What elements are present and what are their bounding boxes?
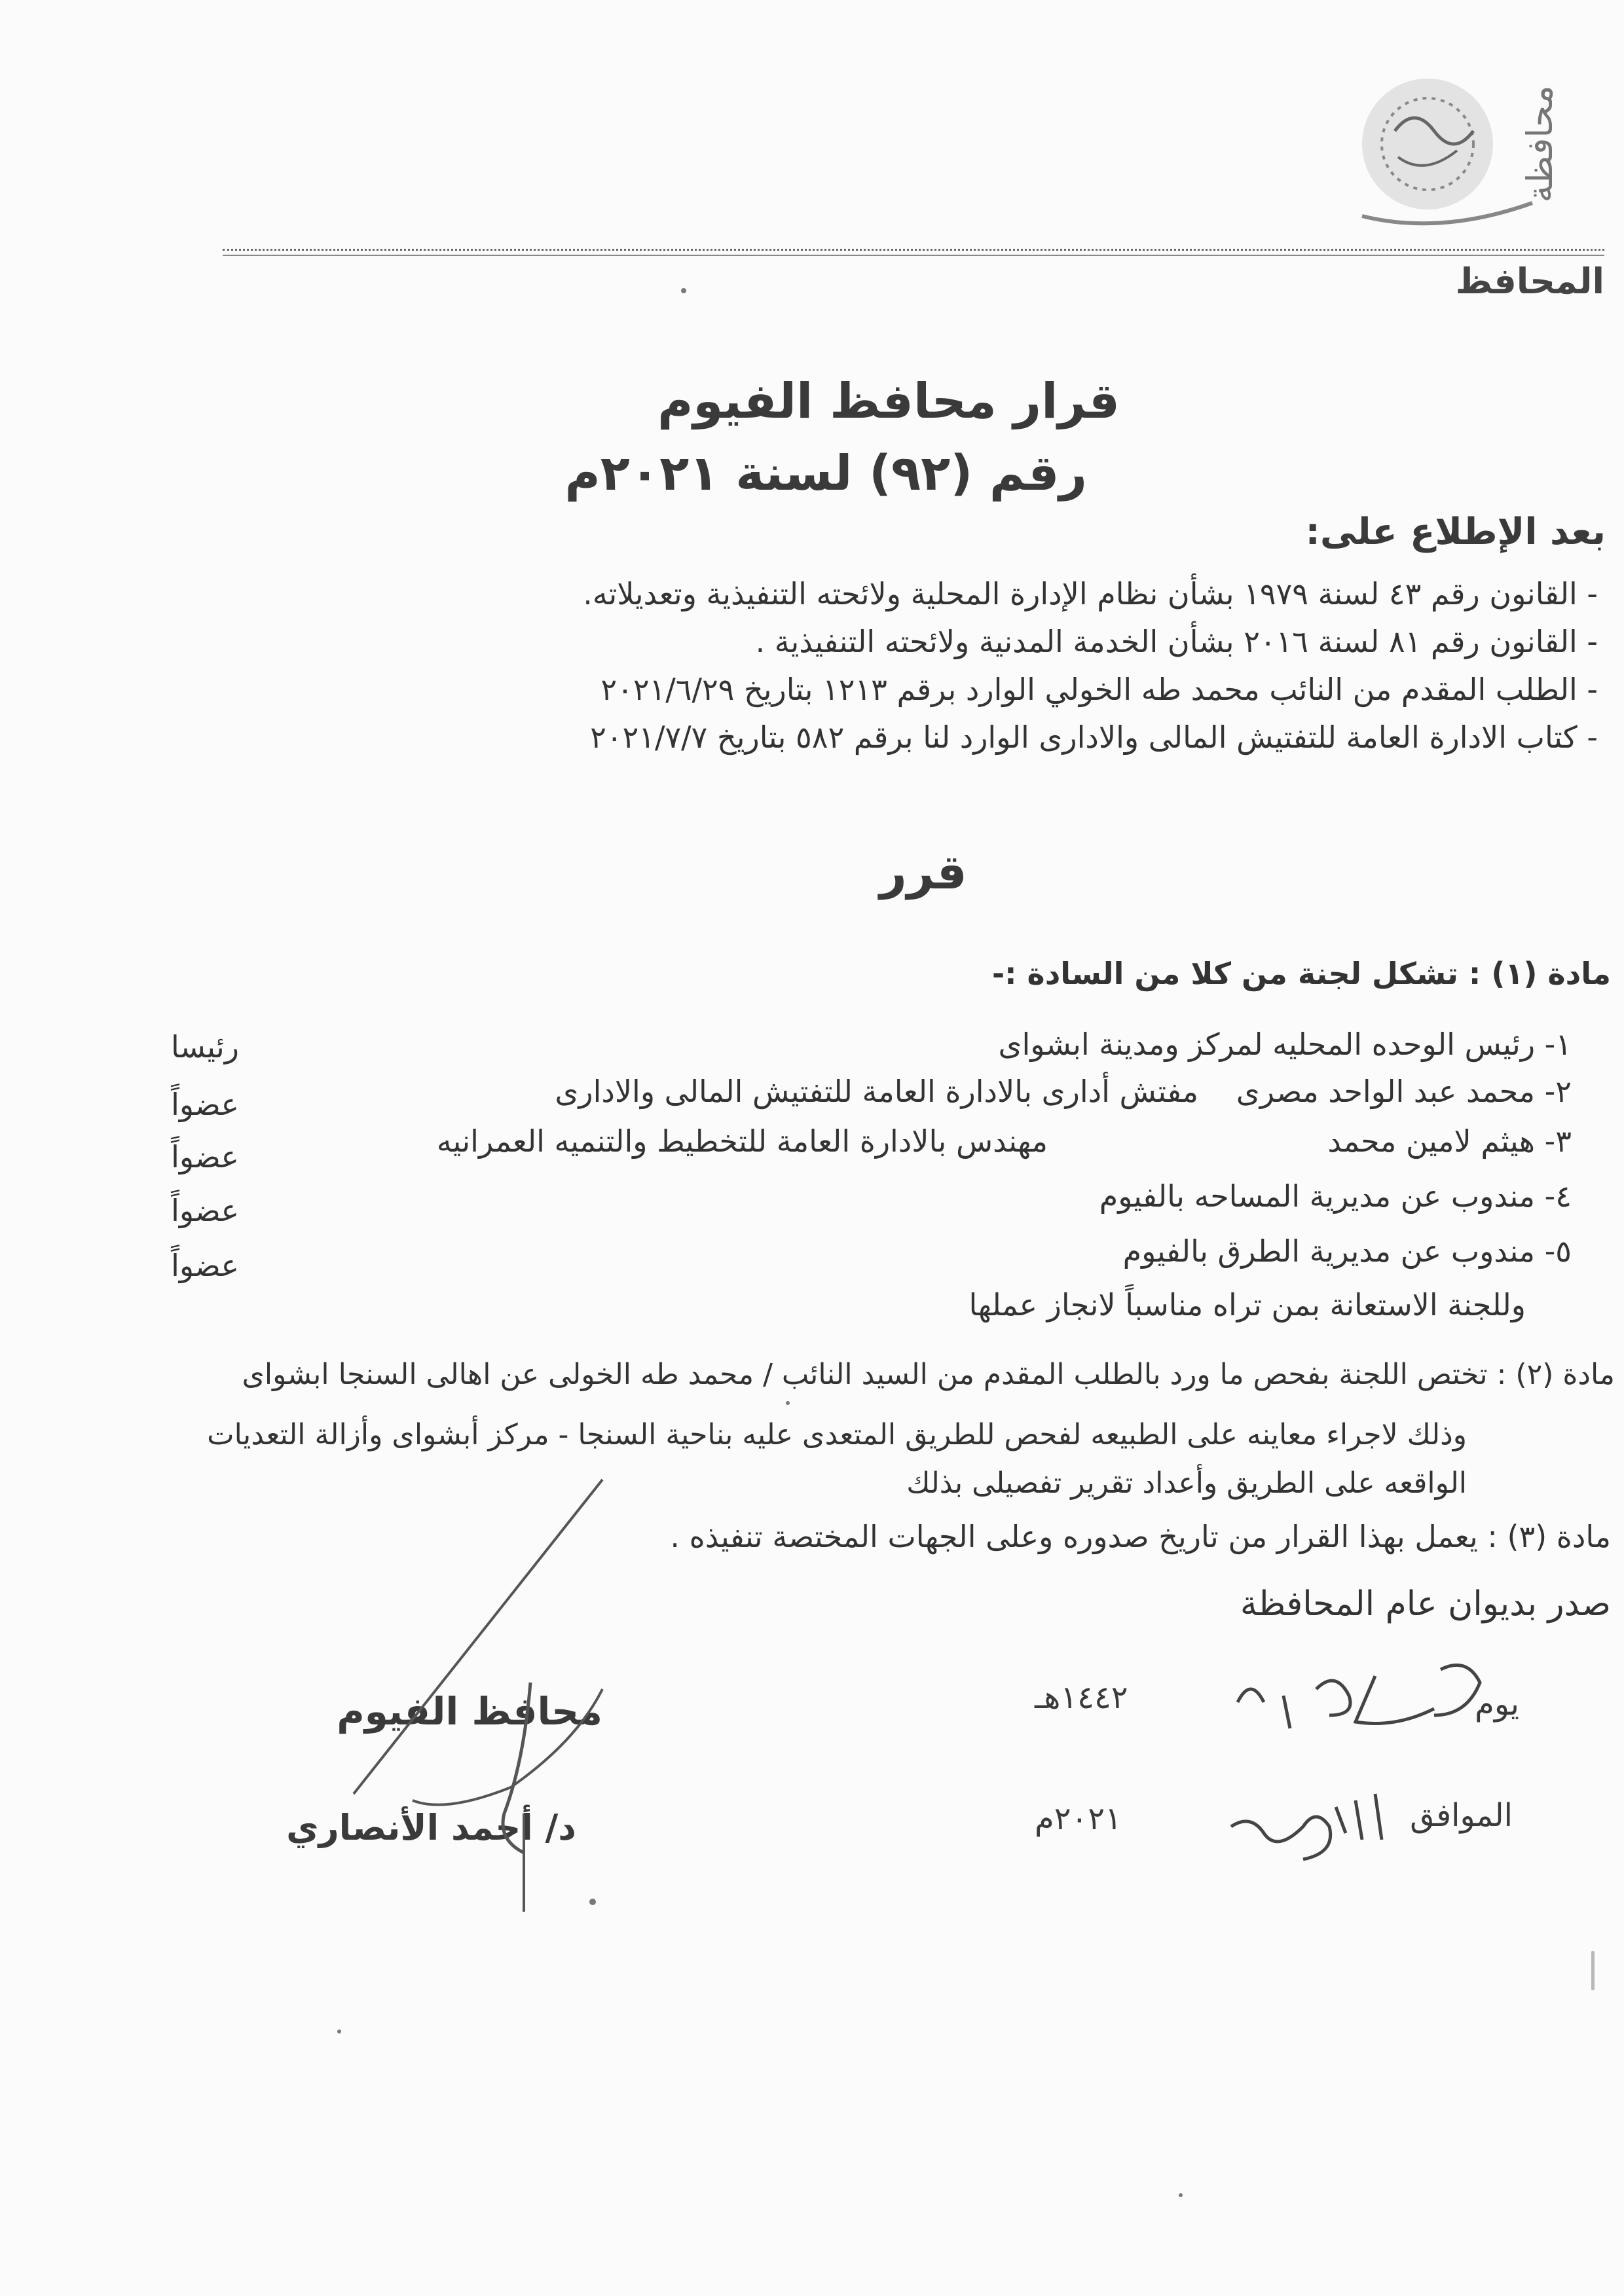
article2-line: وذلك لاجراء معاينه على الطبيعه لفحص للطريق المتعدى عليه بناحية السنجا - مركز أبشواى وأزالة التعديات <box>207 1418 1467 1451</box>
decree-title: قرار محافظ الفيوم <box>657 373 1120 429</box>
scan-speck <box>337 2030 341 2033</box>
handwritten-hijri-date <box>1225 1650 1539 1741</box>
signatory-title: محافظ الفيوم <box>337 1689 602 1734</box>
scan-speck <box>589 1899 596 1905</box>
member-name: ٣- هيثم لامين محمد <box>1327 1123 1572 1159</box>
governorate-seal-icon <box>1336 52 1624 236</box>
reference-item: - كتاب الادارة العامة للتفتيش المالى والادارى الوارد لنا برقم ٥٨٢ بتاريخ ٢٠٢١/٧/٧ <box>590 720 1598 755</box>
reference-item: - القانون رقم ٤٣ لسنة ١٩٧٩ بشأن نظام الإدارة المحلية ولائحته التنفيذية وتعديلاته. <box>583 576 1598 611</box>
member-role-tag: عضواً <box>171 1087 239 1122</box>
member-name: ١- رئيس الوحده المحليه لمركز ومدينة ابشواى <box>998 1027 1572 1062</box>
decree-number: رقم (٩٢) لسنة ٢٠٢١م <box>564 445 1087 501</box>
svg-text:محافظة: محافظة <box>1519 85 1560 203</box>
agree-label: الموافق <box>1410 1797 1513 1834</box>
scan-speck <box>786 1401 790 1405</box>
scan-speck <box>1591 1951 1595 1990</box>
article3: مادة (٣) : يعمل بهذا القرار من تاريخ صدوره وعلى الجهات المختصة تنفيذه . <box>670 1519 1611 1554</box>
header-divider <box>223 249 1604 256</box>
handwritten-gregorian-date <box>1225 1768 1408 1866</box>
member-name: ٢- محمد عبد الواحد مصرى <box>1236 1074 1572 1109</box>
member-job: مفتش أدارى بالادارة العامة للتفتيش المالى والادارى <box>555 1074 1198 1109</box>
handwritten-signature <box>327 1473 694 1918</box>
article2-line: الواقعه على الطريق وأعداد تقرير تفصيلى بذلك <box>906 1467 1467 1500</box>
scan-speck <box>1179 2193 1183 2197</box>
article2-line: مادة (٢) : تختص اللجنة بفحص ما ورد بالطلب المقدم من السيد النائب / محمد طه الخولى عن اهالى السنجا ابشواى <box>242 1358 1615 1391</box>
decision-heading: قرر <box>879 845 967 900</box>
member-role-tag: عضواً <box>171 1248 239 1283</box>
member-role-tag: عضواً <box>171 1139 239 1175</box>
member-job: مهندس بالادارة العامة للتخطيط والتنميه العمرانيه <box>436 1123 1048 1159</box>
article1-heading: مادة (١) : تشكل لجنة من كلا من السادة :- <box>992 956 1611 991</box>
reference-item: - الطلب المقدم من النائب محمد طه الخولي الوارد برقم ١٢١٣ بتاريخ ٢٠٢١/٦/٢٩ <box>600 672 1598 707</box>
member-role-tag: رئيسا <box>171 1029 239 1065</box>
member-name: ٤- مندوب عن مديرية المساحه بالفيوم <box>1099 1178 1572 1214</box>
intro-heading: بعد الإطلاع على: <box>1305 511 1606 553</box>
scan-speck <box>681 288 686 293</box>
member-name: ٥- مندوب عن مديرية الطرق بالفيوم <box>1122 1233 1572 1269</box>
article1-note: وللجنة الاستعانة بمن تراه مناسباً لانجاز عملها <box>969 1287 1526 1322</box>
member-role-tag: عضواً <box>171 1193 239 1228</box>
gregorian-year: ٢٠٢١م <box>1035 1800 1122 1837</box>
office-label: المحافظ <box>1455 261 1604 302</box>
hijri-year: ١٤٤٢هـ <box>1035 1679 1128 1716</box>
signatory-name: د/ أحمد الأنصاري <box>286 1807 576 1848</box>
day-label: يوم <box>1475 1686 1519 1722</box>
reference-item: - القانون رقم ٨١ لسنة ٢٠١٦ بشأن الخدمة المدنية ولائحته التنفيذية . <box>755 624 1598 659</box>
issued-at: صدر بديوان عام المحافظة <box>1240 1584 1611 1624</box>
